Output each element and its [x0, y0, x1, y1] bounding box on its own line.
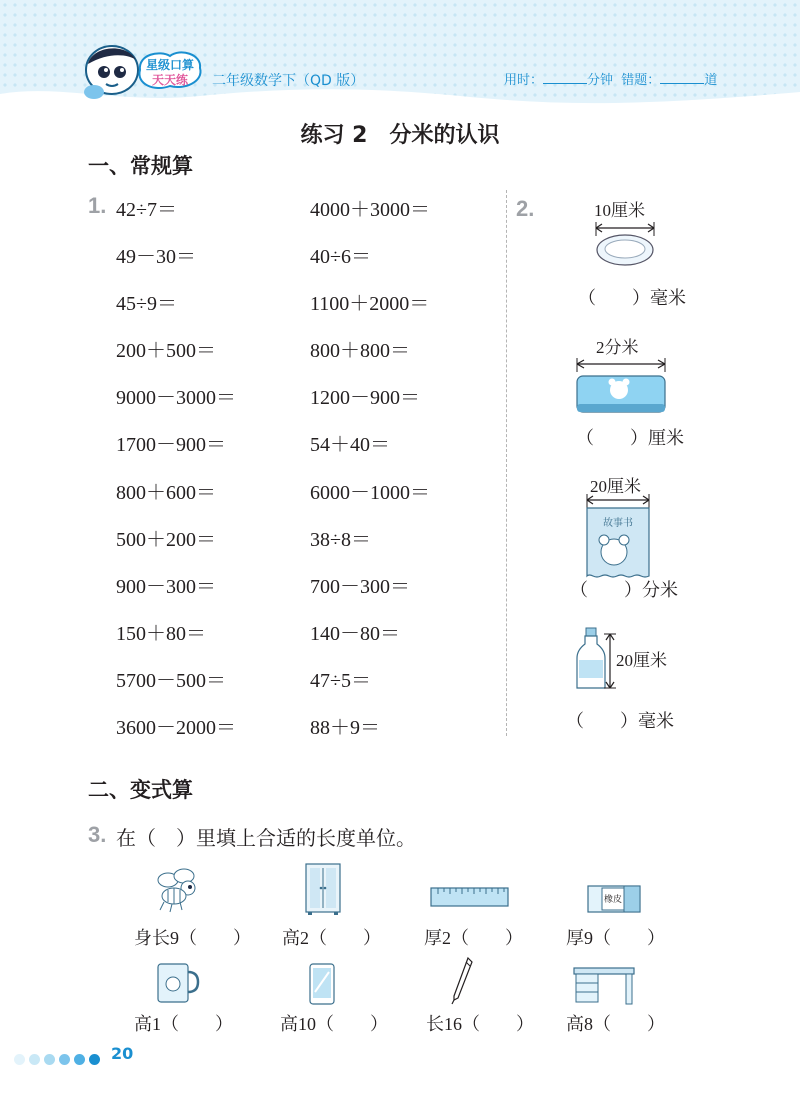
q3-item-eraser[interactable] [566, 924, 665, 950]
q3-blank[interactable]: （ ） [309, 928, 381, 949]
q3-item-desk[interactable] [566, 1010, 665, 1036]
q1-problem[interactable]: 45÷9＝ [116, 293, 177, 315]
q1-problem[interactable]: 47÷5＝ [310, 670, 371, 692]
q3-prefix: 厚 [424, 928, 442, 949]
brand-line1: 星级口算 [145, 58, 194, 72]
q3-prefix: 高 [282, 928, 300, 949]
pencil-case-icon [574, 356, 668, 416]
q1-problem[interactable]: 5700－500＝ [116, 670, 226, 692]
time-unit: 分钟 [587, 73, 614, 88]
q1-problem[interactable]: 40÷6＝ [310, 246, 371, 268]
q3-blank[interactable]: （ ） [161, 1014, 233, 1035]
page-title: 练习 2 分米的认识 [300, 123, 500, 148]
time-blank[interactable] [543, 71, 587, 84]
q3-prefix: 高 [134, 1014, 152, 1035]
q3-item-mug[interactable] [134, 1010, 233, 1036]
q1-problem[interactable]: 54＋40＝ [310, 434, 390, 456]
q3-prefix: 高 [280, 1014, 298, 1035]
q3-value: 8 [584, 1014, 593, 1034]
q2-answer-blank[interactable]: （ ）厘米 [576, 428, 684, 449]
q1-number: 1. [88, 193, 107, 218]
q2-measure-label: 2分米 [596, 338, 639, 357]
time-label: 用时： [504, 73, 544, 88]
q1-problem[interactable]: 150＋80＝ [116, 623, 206, 645]
q1-problem[interactable]: 800＋600＝ [116, 482, 216, 504]
q1-problem[interactable]: 42÷7＝ [116, 199, 177, 221]
q2-number: 2. [516, 196, 535, 221]
q1-problem[interactable]: 500＋200＝ [116, 529, 216, 551]
column-divider [506, 190, 507, 736]
q3-number: 3. [88, 822, 107, 847]
q1-problem[interactable]: 49－30＝ [116, 246, 196, 268]
q3-blank[interactable]: （ ） [593, 928, 665, 949]
pen-icon [450, 956, 474, 1006]
time-errors-meta [504, 69, 717, 88]
errors-label: 错题： [621, 73, 661, 88]
storybook-text: 故事书 [603, 518, 633, 529]
q1-problem[interactable]: 1700－900＝ [116, 434, 226, 456]
q3-item-ruler[interactable] [424, 924, 523, 950]
q3-value: 16 [444, 1014, 462, 1034]
q1-problem[interactable]: 88＋9＝ [310, 717, 380, 739]
q3-value: 10 [298, 1014, 316, 1034]
q3-blank[interactable]: （ ） [462, 1014, 534, 1035]
phone-icon [308, 962, 336, 1006]
book-title: 二年级数学下（QD 版） [212, 73, 365, 89]
section-title-1: 一、常规算 [88, 154, 193, 178]
plate-icon [592, 220, 658, 272]
q3-prefix: 长 [426, 1014, 444, 1035]
wardrobe-icon [302, 862, 342, 916]
brand-line2: 天天练 [151, 73, 188, 87]
q1-problem[interactable]: 800＋800＝ [310, 340, 410, 362]
q3-value: 1 [152, 1014, 161, 1034]
q3-value: 2 [442, 928, 451, 948]
ruler-icon [430, 886, 510, 908]
q3-value: 9 [170, 928, 179, 948]
errors-unit: 道 [704, 73, 718, 88]
q3-blank[interactable]: （ ） [316, 1014, 388, 1035]
q1-problem[interactable]: 3600－2000＝ [116, 717, 236, 739]
q1-problem[interactable]: 6000－1000＝ [310, 482, 430, 504]
q3-value: 9 [584, 928, 593, 948]
q2-measure-label: 20厘米 [590, 477, 641, 496]
footer-dots [14, 1050, 104, 1069]
q3-item-pen[interactable] [426, 1010, 534, 1036]
q1-problem[interactable]: 4000＋3000＝ [310, 199, 430, 221]
q1-problem[interactable]: 1200－900＝ [310, 387, 420, 409]
page-number: 20 [111, 1044, 134, 1063]
q1-problem[interactable]: 1100＋2000＝ [310, 293, 430, 315]
q3-prefix: 高 [566, 1014, 584, 1035]
q2-answer-blank[interactable]: （ ）毫米 [566, 711, 674, 732]
q1-problem[interactable]: 900－300＝ [116, 576, 216, 598]
eraser-icon [586, 884, 642, 914]
section-title-2: 二、变式算 [88, 778, 193, 802]
bottle-icon [576, 626, 616, 692]
q2-measure-label: 20厘米 [616, 651, 667, 670]
q1-problem[interactable]: 140－80＝ [310, 623, 400, 645]
storybook-icon [584, 494, 652, 578]
q2-answer-blank[interactable]: （ ）毫米 [578, 288, 686, 309]
bee-icon [154, 866, 200, 914]
q2-measure-label: 10厘米 [594, 201, 645, 220]
q1-problem[interactable]: 9000－3000＝ [116, 387, 236, 409]
q2-answer-blank[interactable]: （ ）分米 [570, 580, 678, 601]
q3-value: 2 [300, 928, 309, 948]
q3-blank[interactable]: （ ） [179, 928, 251, 949]
q3-item-wardrobe[interactable] [282, 924, 381, 950]
q3-blank[interactable]: （ ） [451, 928, 523, 949]
brand-badge [134, 48, 206, 92]
errors-blank[interactable] [660, 71, 704, 84]
q3-item-phone[interactable] [280, 1010, 388, 1036]
q3-instruction: 在（ ）里填上合适的长度单位。 [116, 826, 416, 850]
q3-prefix: 厚 [566, 928, 584, 949]
q3-item-bee[interactable] [134, 924, 251, 950]
eraser-text: 橡皮 [603, 895, 623, 905]
mug-icon [154, 962, 200, 1004]
q1-problem[interactable]: 200＋500＝ [116, 340, 216, 362]
q1-problem[interactable]: 38÷8＝ [310, 529, 371, 551]
q3-prefix: 身长 [134, 928, 170, 949]
q3-blank[interactable]: （ ） [593, 1014, 665, 1035]
q1-problem[interactable]: 700－300＝ [310, 576, 410, 598]
desk-icon [572, 964, 636, 1006]
